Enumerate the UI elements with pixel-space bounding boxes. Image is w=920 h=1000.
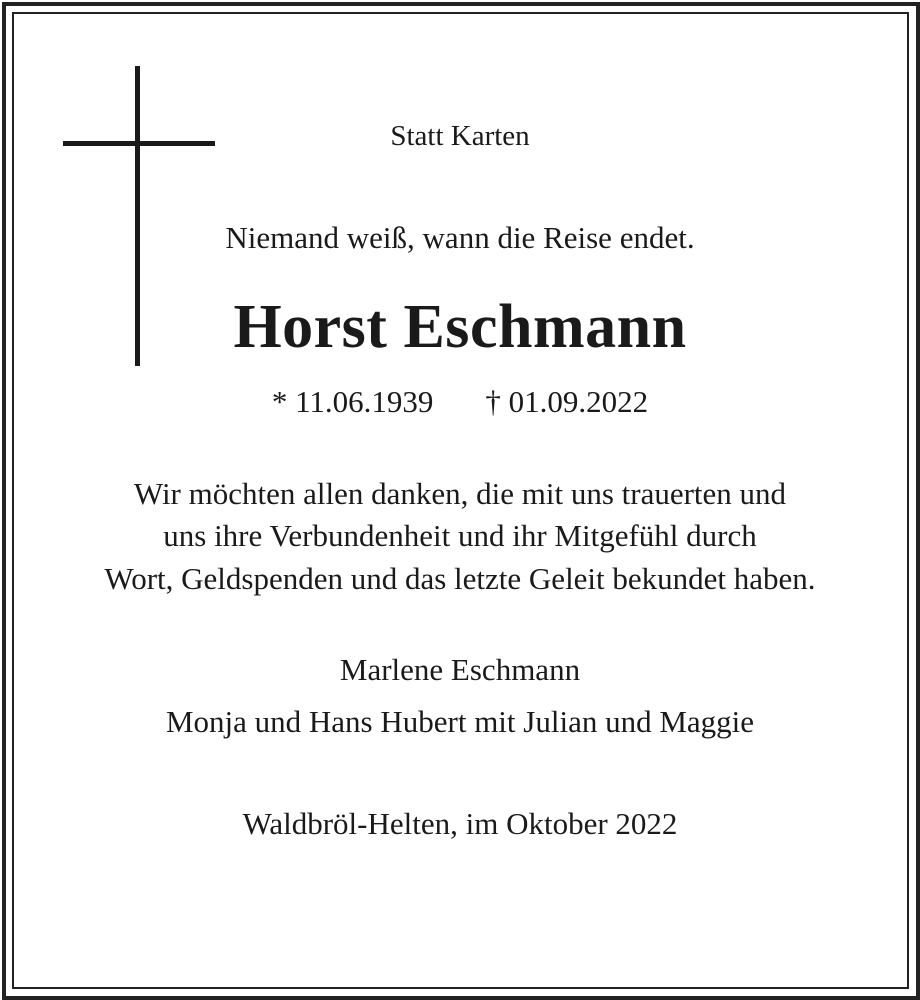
thanks-line: Wir möchten allen danken, die mit uns trauerten und: [133, 476, 787, 511]
thanks-line: Wort, Geldspenden und das letzte Geleit bekundet haben.: [104, 561, 816, 596]
birth-date: * 11.06.1939: [271, 384, 434, 419]
thanks-line: uns ihre Verbundenheit und ihr Mitgefühl durch: [163, 518, 757, 553]
mourner-line: Marlene Eschmann: [339, 652, 581, 687]
motto: Niemand weiß, wann die Reise endet.: [225, 220, 695, 255]
place-and-date: Waldbröl-Helten, im Oktober 2022: [242, 806, 678, 841]
death-date: † 01.09.2022: [485, 384, 649, 419]
life-dates: [0, 384, 920, 420]
deceased-name: Horst Eschmann: [233, 293, 687, 361]
heading-note: Statt Karten: [390, 120, 530, 152]
mourner-line: Monja und Hans Hubert mit Julian und Maggie: [165, 704, 755, 739]
